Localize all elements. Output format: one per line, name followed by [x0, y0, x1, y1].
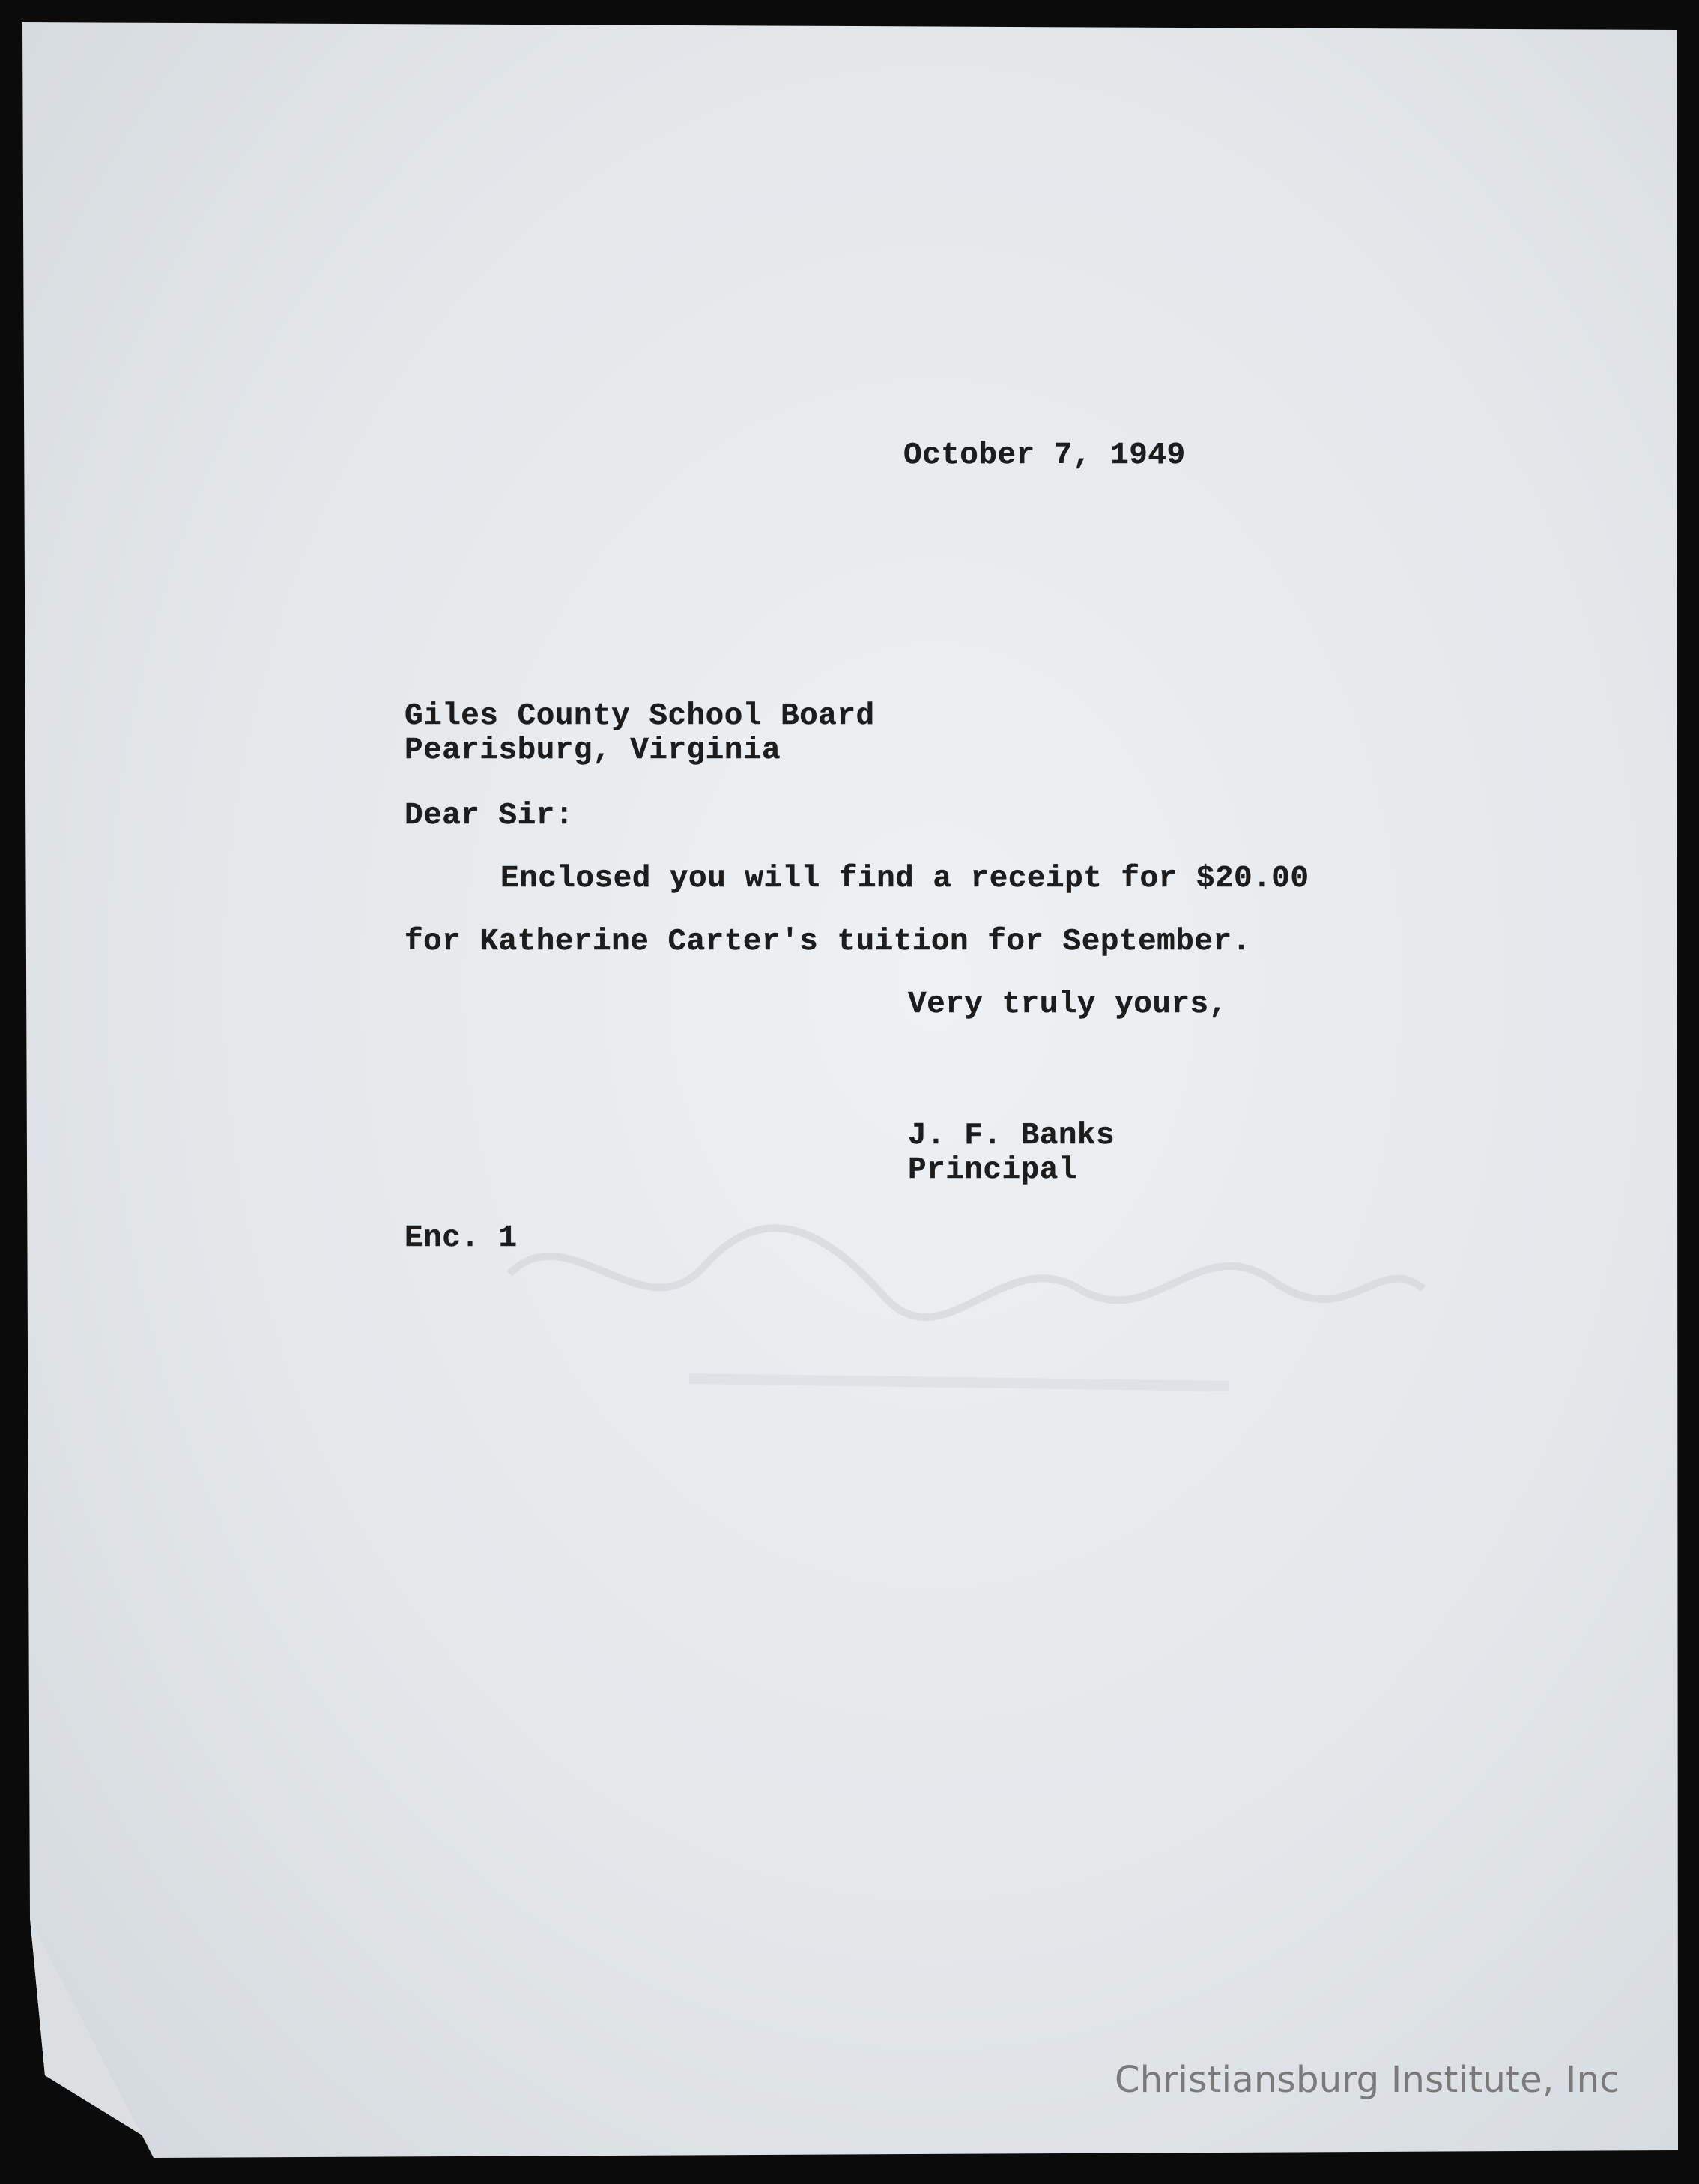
letter-date: October 7, 1949: [903, 438, 1186, 473]
bleed-through-stamp: [479, 1184, 1453, 1468]
signer-name: J. F. Banks: [908, 1119, 1115, 1153]
salutation: Dear Sir:: [405, 799, 574, 833]
closing: Very truly yours,: [908, 987, 1228, 1022]
enclosure-note: Enc. 1: [405, 1221, 518, 1256]
body-line-2: for Katherine Carter's tuition for September.: [405, 925, 1251, 959]
signer-title: Principal: [908, 1153, 1077, 1188]
archive-watermark: Christiansburg Institute, Inc: [1114, 2059, 1620, 2101]
recipient-name: Giles County School Board: [405, 699, 875, 733]
body-line-1: Enclosed you will find a receipt for $20.00: [500, 862, 1309, 896]
recipient-address: Pearisburg, Virginia: [405, 733, 781, 768]
